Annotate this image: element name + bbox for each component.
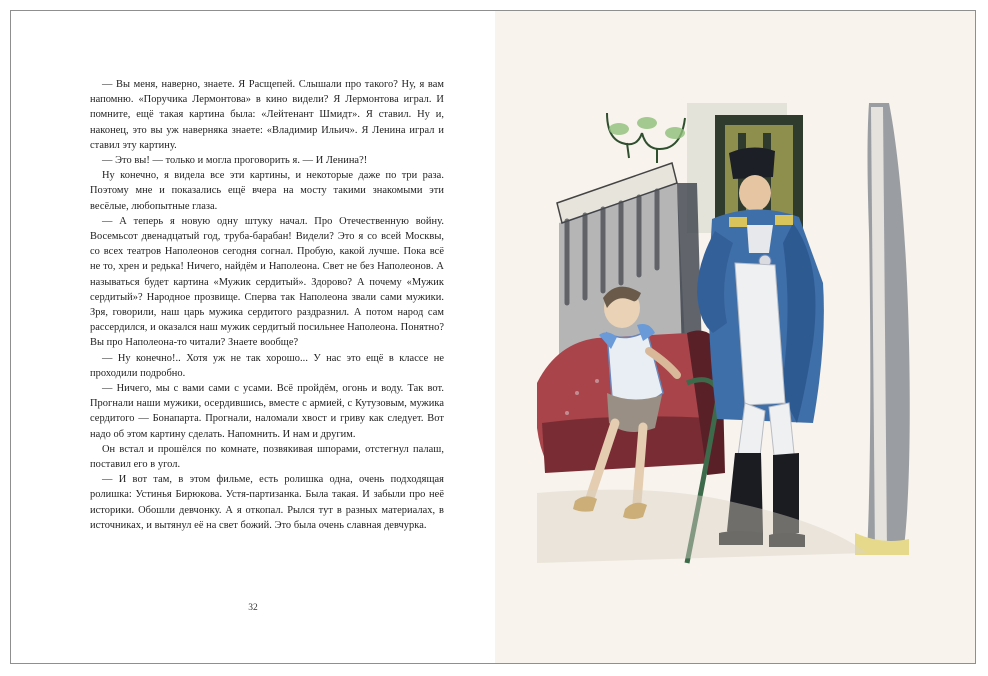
text-block bbox=[90, 77, 444, 533]
paragraph: — Вы меня, наверно, знаете. Я Расщепей. Слышали про такого? Ну, я вам напомню. «Поручика Лермонтова» в кино видели? Я Лермонтова играл. И помните, ещё такая картина была: «Лейтенант Шмидт». Я ставил. Ну и, наконец, это вы уж наверняка знаете: «Владимир Ильич». Я Ленина играл и ставил эту картину. bbox=[90, 79, 444, 151]
paragraph: — Это вы! — только и могла проговорить я. — И Ленина?! bbox=[102, 155, 368, 167]
paragraph: — Ну конечно!.. Хотя уж не так хорошо... У нас это ещё в классе не проходили подробно. bbox=[90, 352, 444, 379]
page-number: 32 bbox=[248, 603, 258, 613]
paragraph: Ну конечно, я видела все эти картины, и некоторые даже по три раза. Поэтому мне и показались ещё вчера на мосту такими знакомыми эти весёлые, любопытные глаза. bbox=[90, 170, 444, 212]
paragraph: — Ничего, мы с вами сами с усами. Всё пройдём, огонь и воду. Так вот. Прогнали наши мужики, осердившись, вместе с армией, с Кутузовым, мужика сердитого — Бонапарта. Прогнали, наломали хвост и гриву как следует. Вот надо об этом картину сделать. Напомнить. И нам и другим. bbox=[90, 383, 444, 440]
napoleon-and-girl-illustration-icon bbox=[537, 93, 927, 573]
paragraph: — И вот там, в этом фильме, есть ролишка одна, очень подходящая ролишка: Устинья Бирюкова. Устя-партизанка. Была такая. И забыли про неё историки. Обошли девчонку. А я откопал. Рылся тут в разных материалах, в источниках, и вытянул её на свет божий. Это была очень славная девчурка. bbox=[90, 474, 444, 531]
right-page bbox=[495, 11, 975, 663]
left-page bbox=[11, 11, 495, 663]
paragraph: — А теперь я новую одну штуку начал. Про Отечественную войну. Восемьсот двенадцатый год, труба-барабан! Видели? Это я со всей Москвы, со всех театров Наполеонов сегодня согнал. Пробую, какой лучше. Пока всё не то, хрен и редька! Ничего, найдём и Наполеона. Свет не без Наполеонов. А называться будет картина «Мужик сердитый». Здорово? А почему «Мужик сердитый»? Народное прозвище. Сперва так Наполеона звали сами мужики. Зря, говорили, наш царь мужика сердитого раздразнил. А потом народ сам рассердился, и оказался наш мужик сердитый посильнее Наполеона. Понятно? Вы про Наполеона-то читали? Знаете вообще? bbox=[90, 215, 445, 349]
paragraph: Он встал и прошёлся по комнате, позвякивая шпорами, отстегнул палаш, поставил его в угол. bbox=[90, 443, 444, 471]
book-spread bbox=[10, 10, 976, 664]
